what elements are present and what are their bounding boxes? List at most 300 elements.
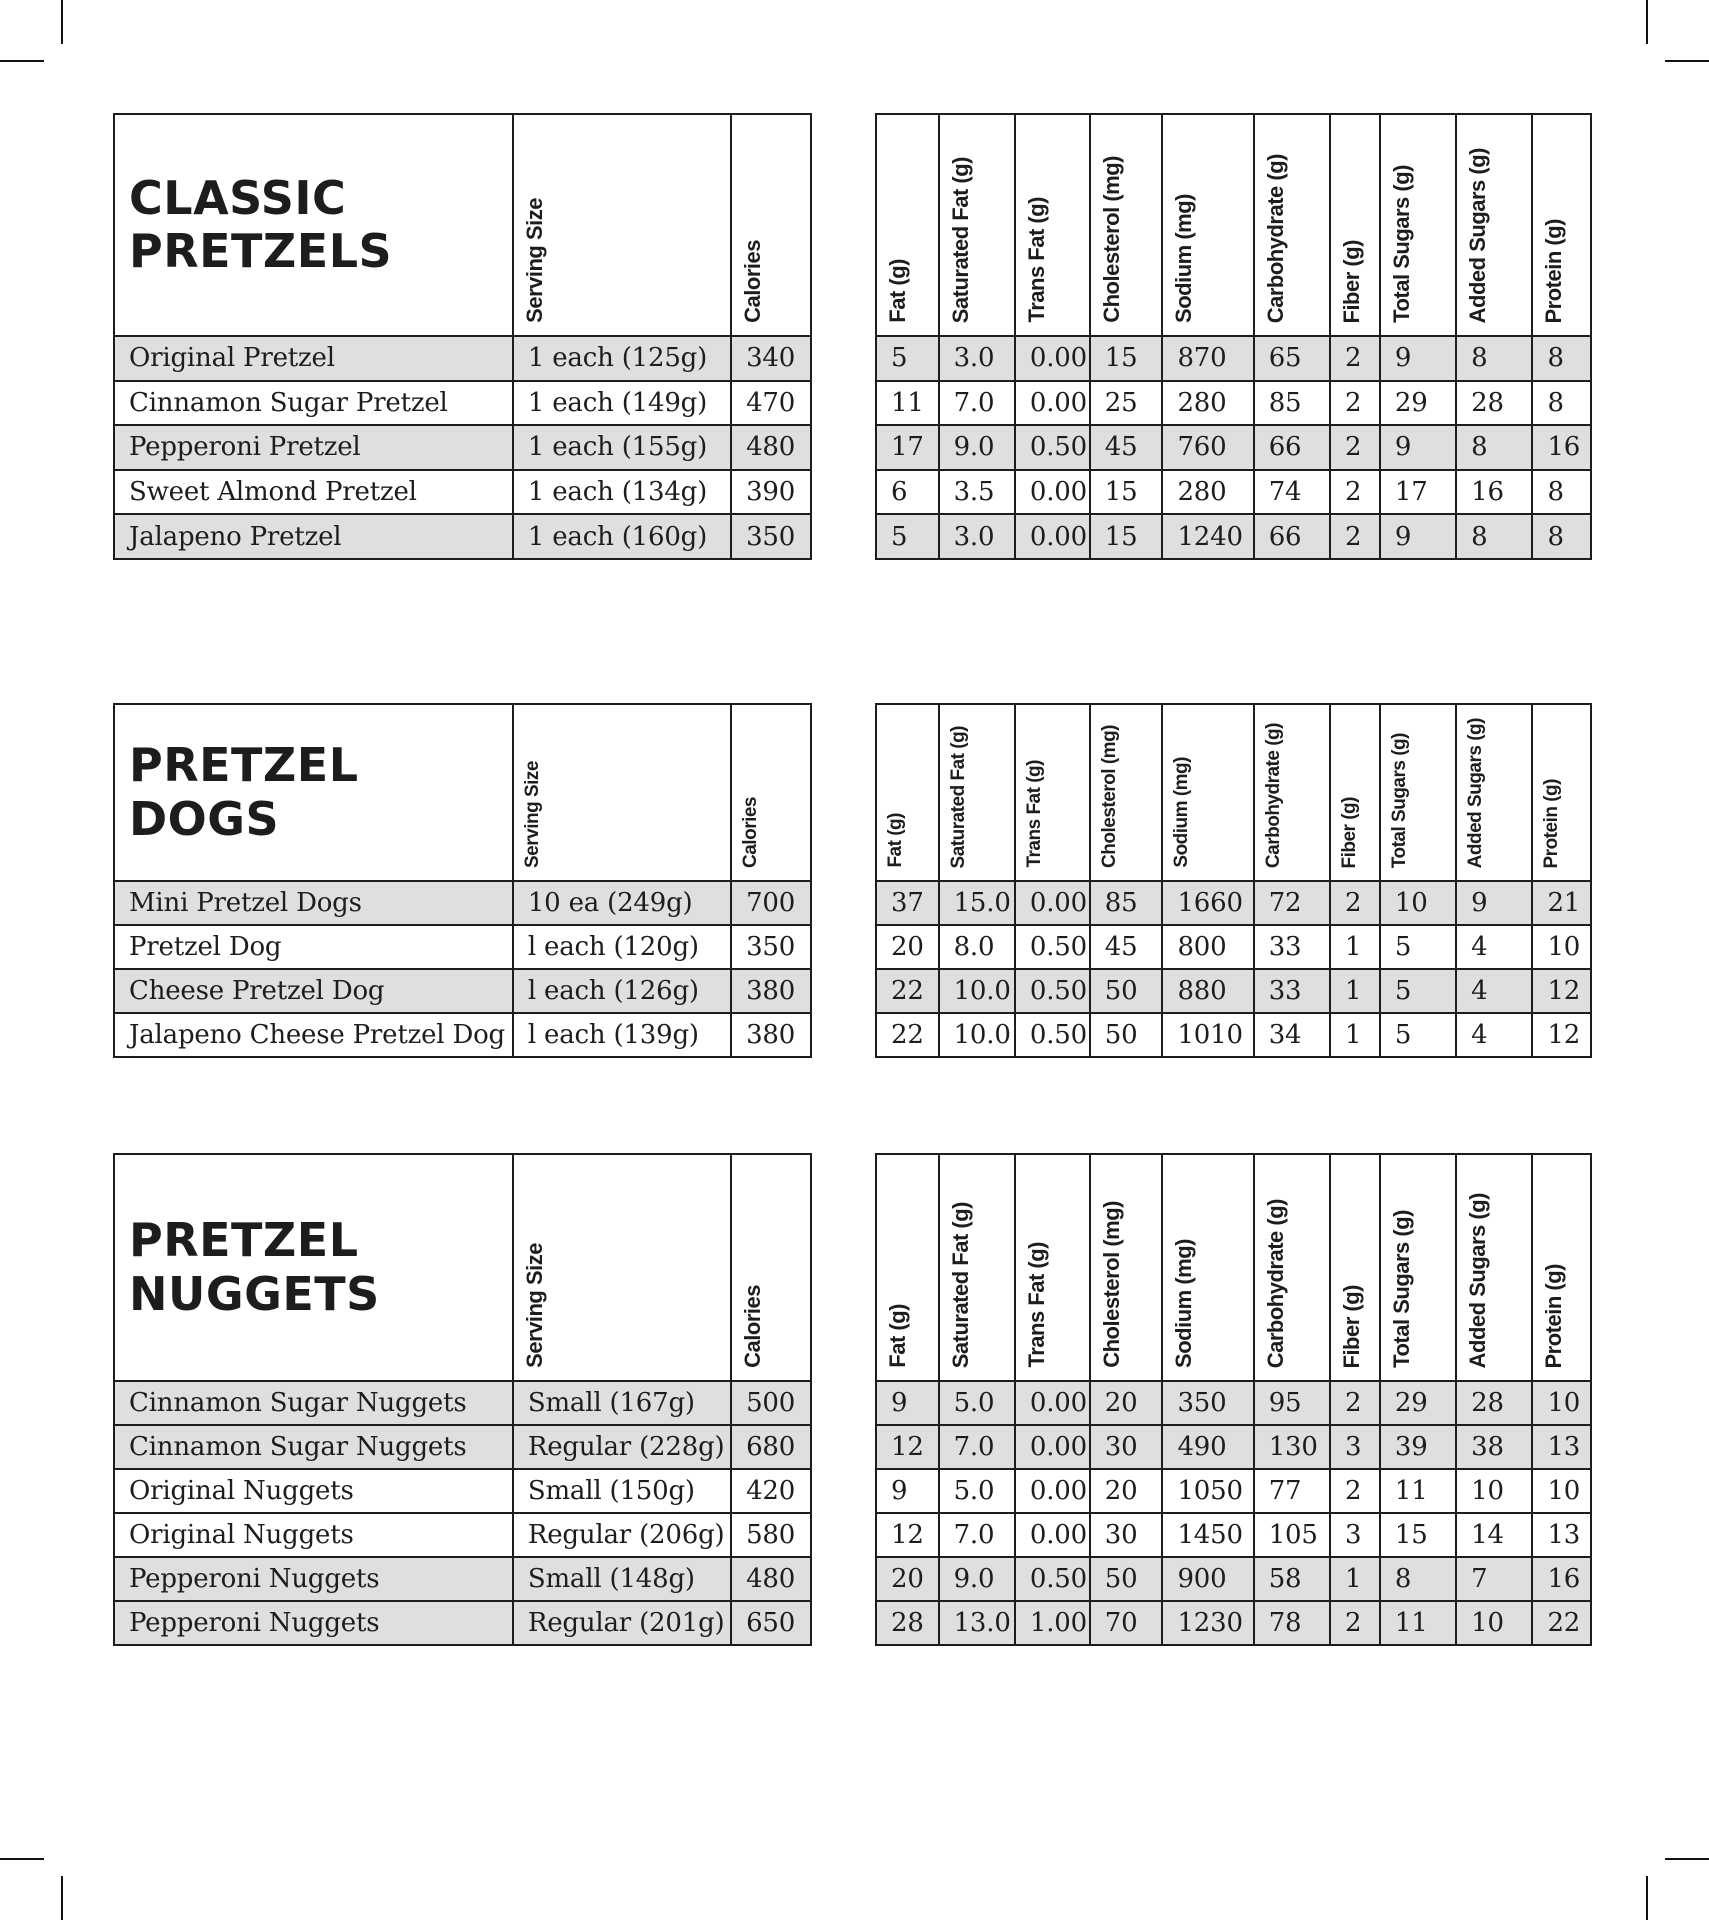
nutrition-value-cell: 9 [1379, 515, 1455, 558]
table-row [115, 924, 810, 968]
nutrition-column-header-cell [1253, 115, 1329, 335]
nutrition-value-cell: 30 [1089, 1514, 1162, 1556]
nutrition-value-cell: 10 [1379, 882, 1455, 924]
serving-size-cell: 1 each (125g) [512, 337, 730, 380]
nutrition-value-cell: 8 [1455, 426, 1531, 469]
serving-size-cell: Regular (201g) [512, 1602, 730, 1644]
nutrition-value-cell: 10.0 [938, 970, 1014, 1012]
nutrition-column-header: Fiber (g) [1338, 796, 1360, 868]
item-name-cell: Cinnamon Sugar Nuggets [129, 1388, 467, 1418]
nutrition-value-cell: 10 [1455, 1470, 1531, 1512]
serving-size-header: Serving Size [521, 1243, 547, 1368]
nutrition-column-header: Trans Fat (g) [1023, 760, 1045, 868]
calories-cell: 420 [730, 1470, 810, 1512]
nutrition-value-cell: 22 [891, 976, 924, 1006]
nutrition-value-cell: 9 [891, 1476, 908, 1506]
nutrition-value-cell: 5.0 [938, 1382, 1014, 1424]
nutrition-value-cell: 0.00 [1014, 1382, 1089, 1424]
nutrition-value-cell: 33 [1253, 926, 1329, 968]
nutrition-value-cell: 50 [1089, 1014, 1162, 1056]
nutrition-value-cell: 0.00 [1014, 471, 1089, 514]
nutrition-value-cell: 10 [1531, 1470, 1589, 1512]
crop-mark-bottom-left-v [61, 1876, 63, 1920]
calories-header: Calories [740, 1285, 766, 1368]
nutrition-value-cell: 7.0 [938, 1426, 1014, 1468]
nutrition-value-cell: 38 [1455, 1426, 1531, 1468]
crop-mark-top-left-h [0, 60, 44, 62]
nutrition-value-cell: 5 [1379, 1014, 1455, 1056]
nutrition-value-cell: 5 [891, 521, 908, 552]
nutrition-column-header: Added Sugars (g) [1465, 717, 1487, 868]
table-row [115, 424, 810, 469]
nutrition-value-cell: 3.5 [938, 471, 1014, 514]
nutrition-value-cell: 15 [1379, 1514, 1455, 1556]
table-row [877, 924, 1590, 968]
calories-cell: 380 [730, 970, 810, 1012]
nutrition-value-cell: 9.0 [938, 426, 1014, 469]
nutrition-column-header-cell [877, 115, 938, 335]
item-name-cell: Sweet Almond Pretzel [129, 477, 417, 508]
nutrition-column-header: Fat (g) [885, 813, 906, 868]
table-row [877, 424, 1590, 469]
nutrition-value-cell: 16 [1531, 426, 1589, 469]
nutrition-value-cell: 2 [1329, 426, 1379, 469]
nutrition-value-cell: 880 [1161, 970, 1252, 1012]
table-row [877, 1424, 1590, 1468]
section-classic-pretzels [0, 113, 1709, 609]
nutrition-value-cell: 58 [1253, 1558, 1329, 1600]
nutrition-column-header: Cholesterol (mg) [1098, 1201, 1124, 1368]
nutrition-column-header-cell [938, 705, 1014, 880]
nutrition-value-cell: 3 [1329, 1514, 1379, 1556]
nutrition-column-header-cell [1329, 705, 1379, 880]
nutrition-value-cell: 15 [1089, 515, 1162, 558]
serving-size-header-cell [512, 705, 730, 880]
nutrition-column-header: Fat (g) [885, 1304, 910, 1368]
serving-size-header-cell [512, 1155, 730, 1380]
calories-cell: 340 [730, 337, 810, 380]
nutrition-table-pretzel-dogs [875, 703, 1592, 1058]
nutrition-value-cell: 17 [1379, 471, 1455, 514]
nutrition-column-header-cell [1329, 1155, 1379, 1380]
calories-cell: 470 [730, 382, 810, 425]
nutrition-column-header-cell [1253, 705, 1329, 880]
nutrition-value-cell: 1050 [1161, 1470, 1252, 1512]
nutrition-value-cell: 28 [1455, 1382, 1531, 1424]
item-name-cell: Pepperoni Nuggets [129, 1608, 380, 1638]
nutrition-value-cell: 10.0 [938, 1014, 1014, 1056]
nutrition-value-cell: 9 [1379, 337, 1455, 380]
crop-mark-bottom-right-h [1665, 1858, 1709, 1860]
nutrition-value-cell: 6 [891, 477, 908, 508]
serving-size-header: Serving Size [521, 198, 547, 323]
nutrition-column-header: Fiber (g) [1338, 239, 1364, 323]
item-name-cell: Cinnamon Sugar Pretzel [129, 387, 448, 418]
nutrition-value-cell: 4 [1455, 970, 1531, 1012]
nutrition-column-header: Sodium (mg) [1171, 194, 1197, 323]
calories-cell: 500 [730, 1382, 810, 1424]
nutrition-value-cell: 0.00 [1014, 1514, 1089, 1556]
calories-cell: 350 [730, 515, 810, 558]
table-row [877, 880, 1590, 924]
nutrition-value-cell: 0.50 [1014, 970, 1089, 1012]
nutrition-column-header: Protein (g) [1541, 778, 1563, 868]
nutrition-value-cell: 1010 [1161, 1014, 1252, 1056]
nutrition-column-header-cell [938, 115, 1014, 335]
table-row [115, 1468, 810, 1512]
section-title-line: PRETZEL [129, 738, 359, 793]
nutrition-value-cell: 29 [1379, 1382, 1455, 1424]
nutrition-value-cell: 0.00 [1014, 515, 1089, 558]
serving-size-cell: Regular (228g) [512, 1426, 730, 1468]
nutrition-value-cell: 78 [1253, 1602, 1329, 1644]
nutrition-value-cell: 12 [891, 1432, 924, 1462]
nutrition-value-cell: 21 [1531, 882, 1589, 924]
section-title-line: NUGGETS [129, 1266, 380, 1321]
nutrition-value-cell: 22 [1531, 1602, 1589, 1644]
nutrition-value-cell: 870 [1161, 337, 1252, 380]
nutrition-value-cell: 9 [891, 1388, 908, 1418]
section-title [115, 705, 512, 880]
calories-cell: 390 [730, 471, 810, 514]
nutrition-column-header: Total Sugars (g) [1388, 732, 1410, 868]
nutrition-value-cell: 50 [1089, 1558, 1162, 1600]
table-row [115, 513, 810, 558]
nutrition-column-header-cell [1531, 115, 1589, 335]
section-title-line: CLASSIC [129, 170, 347, 225]
nutrition-value-cell: 0.00 [1014, 1470, 1089, 1512]
nutrition-column-header-cell [1161, 705, 1252, 880]
serving-size-cell: Small (148g) [512, 1558, 730, 1600]
table-row [877, 1600, 1590, 1644]
nutrition-value-cell: 10 [1531, 926, 1589, 968]
table-row [115, 1512, 810, 1556]
nutrition-value-cell: 760 [1161, 426, 1252, 469]
nutrition-value-cell: 2 [1329, 1602, 1379, 1644]
nutrition-column-header-cell [1014, 1155, 1089, 1380]
section-title [115, 115, 512, 335]
item-name-cell: Cheese Pretzel Dog [129, 976, 385, 1006]
nutrition-value-cell: 1 [1329, 1014, 1379, 1056]
nutrition-value-cell: 12 [1531, 1014, 1589, 1056]
nutrition-value-cell: 15 [1089, 471, 1162, 514]
nutrition-value-cell: 8 [1455, 515, 1531, 558]
nutrition-value-cell: 8.0 [938, 926, 1014, 968]
nutrition-column-header: Carbohydrate (g) [1262, 722, 1284, 868]
nutrition-value-cell: 1240 [1161, 515, 1252, 558]
nutrition-column-header-cell [1253, 1155, 1329, 1380]
calories-header-cell [730, 115, 810, 335]
nutrition-column-header: Total Sugars (g) [1388, 1210, 1414, 1368]
nutrition-column-header-cell [938, 1155, 1014, 1380]
calories-cell: 480 [730, 1558, 810, 1600]
nutrition-value-cell: 20 [891, 932, 924, 962]
nutrition-column-header: Fiber (g) [1338, 1284, 1364, 1368]
nutrition-value-cell: 17 [891, 432, 924, 463]
nutrition-value-cell: 900 [1161, 1558, 1252, 1600]
left-table-classic-pretzels [113, 113, 812, 560]
nutrition-column-header-cell [877, 705, 938, 880]
nutrition-column-header: Fat (g) [885, 259, 910, 323]
nutrition-value-cell: 85 [1253, 382, 1329, 425]
nutrition-value-cell: 350 [1161, 1382, 1252, 1424]
serving-size-cell: l each (139g) [512, 1014, 730, 1056]
nutrition-value-cell: 95 [1253, 1382, 1329, 1424]
table-row [115, 1012, 810, 1056]
calories-cell: 350 [730, 926, 810, 968]
nutrition-value-cell: 74 [1253, 471, 1329, 514]
item-name-cell: Original Nuggets [129, 1476, 354, 1506]
left-table-pretzel-nuggets [113, 1153, 812, 1646]
left-table-header [115, 115, 810, 335]
nutrition-column-header: Saturated Fat (g) [947, 725, 969, 868]
table-row [115, 469, 810, 514]
nutrition-value-cell: 12 [891, 1520, 924, 1550]
calories-header-cell [730, 1155, 810, 1380]
nutrition-value-cell: 16 [1455, 471, 1531, 514]
nutrition-column-header: Saturated Fat (g) [947, 1201, 973, 1368]
nutrition-value-cell: 8 [1531, 471, 1589, 514]
nutrition-table-header [877, 1155, 1590, 1380]
table-row [877, 1380, 1590, 1424]
item-name-cell: Original Pretzel [129, 343, 335, 374]
nutrition-column-header: Trans Fat (g) [1023, 197, 1049, 323]
serving-size-cell: 1 each (134g) [512, 471, 730, 514]
nutrition-value-cell: 1 [1329, 970, 1379, 1012]
nutrition-table-header [877, 115, 1590, 335]
nutrition-value-cell: 39 [1379, 1426, 1455, 1468]
calories-cell: 580 [730, 1514, 810, 1556]
crop-mark-top-left-v [61, 0, 63, 44]
table-row [877, 513, 1590, 558]
table-row [115, 1424, 810, 1468]
serving-size-cell: 1 each (160g) [512, 515, 730, 558]
nutrition-value-cell: 0.50 [1014, 926, 1089, 968]
nutrition-value-cell: 9 [1379, 426, 1455, 469]
nutrition-column-header: Total Sugars (g) [1388, 165, 1414, 323]
nutrition-value-cell: 13 [1531, 1426, 1589, 1468]
calories-cell: 480 [730, 426, 810, 469]
nutrition-value-cell: 2 [1329, 382, 1379, 425]
nutrition-value-cell: 33 [1253, 970, 1329, 1012]
item-name-cell: Pretzel Dog [129, 932, 282, 962]
section-title-line: PRETZELS [129, 224, 393, 278]
table-row [115, 1600, 810, 1644]
item-name-cell: Original Nuggets [129, 1520, 354, 1550]
nutrition-column-header-cell [1455, 115, 1531, 335]
nutrition-value-cell: 16 [1531, 1558, 1589, 1600]
section-pretzel-nuggets [0, 1153, 1709, 1650]
section-title [115, 1155, 512, 1380]
nutrition-value-cell: 2 [1329, 515, 1379, 558]
nutrition-value-cell: 28 [891, 1608, 924, 1638]
nutrition-value-cell: 28 [1455, 382, 1531, 425]
nutrition-column-header-cell [1531, 1155, 1589, 1380]
nutrition-value-cell: 29 [1379, 382, 1455, 425]
nutrition-value-cell: 77 [1253, 1470, 1329, 1512]
nutrition-value-cell: 13.0 [938, 1602, 1014, 1644]
nutrition-value-cell: 0.50 [1014, 1014, 1089, 1056]
left-table-pretzel-dogs [113, 703, 812, 1058]
nutrition-value-cell: 22 [891, 1020, 924, 1050]
nutrition-value-cell: 5 [1379, 970, 1455, 1012]
nutrition-value-cell: 8 [1531, 337, 1589, 380]
crop-mark-bottom-left-h [0, 1858, 44, 1860]
nutrition-value-cell: 70 [1089, 1602, 1162, 1644]
nutrition-value-cell: 1230 [1161, 1602, 1252, 1644]
table-row [877, 1468, 1590, 1512]
nutrition-value-cell: 4 [1455, 1014, 1531, 1056]
nutrition-column-header-cell [1014, 705, 1089, 880]
nutrition-value-cell: 11 [1379, 1470, 1455, 1512]
nutrition-value-cell: 2 [1329, 471, 1379, 514]
nutrition-value-cell: 3.0 [938, 337, 1014, 380]
calories-cell: 380 [730, 1014, 810, 1056]
crop-mark-top-right-v [1646, 0, 1648, 44]
nutrition-column-header: Cholesterol (mg) [1098, 725, 1120, 868]
serving-size-cell: l each (126g) [512, 970, 730, 1012]
nutrition-value-cell: 65 [1253, 337, 1329, 380]
left-table-header [115, 1155, 810, 1380]
serving-size-cell: 1 each (155g) [512, 426, 730, 469]
table-row [877, 1512, 1590, 1556]
left-table-header [115, 705, 810, 880]
calories-cell: 680 [730, 1426, 810, 1468]
nutrition-value-cell: 4 [1455, 926, 1531, 968]
serving-size-cell: Small (150g) [512, 1470, 730, 1512]
nutrition-value-cell: 1.00 [1014, 1602, 1089, 1644]
nutrition-value-cell: 7.0 [938, 382, 1014, 425]
table-row [877, 968, 1590, 1012]
nutrition-value-cell: 20 [891, 1564, 924, 1594]
nutrition-value-cell: 34 [1253, 1014, 1329, 1056]
nutrition-value-cell: 20 [1089, 1470, 1162, 1512]
nutrition-value-cell: 0.00 [1014, 882, 1089, 924]
nutrition-column-header: Protein (g) [1541, 1263, 1567, 1368]
table-row [115, 335, 810, 380]
nutrition-value-cell: 7.0 [938, 1514, 1014, 1556]
nutrition-column-header-cell [1161, 115, 1252, 335]
nutrition-value-cell: 8 [1531, 382, 1589, 425]
nutrition-column-header-cell [1161, 1155, 1252, 1380]
nutrition-value-cell: 9 [1455, 882, 1531, 924]
nutrition-value-cell: 11 [1379, 1602, 1455, 1644]
nutrition-column-header: Protein (g) [1541, 218, 1567, 323]
nutrition-value-cell: 20 [1089, 1382, 1162, 1424]
nutrition-column-header-cell [1455, 1155, 1531, 1380]
item-name-cell: Pepperoni Nuggets [129, 1564, 380, 1594]
nutrition-value-cell: 105 [1253, 1514, 1329, 1556]
nutrition-value-cell: 2 [1329, 1382, 1379, 1424]
table-row [115, 880, 810, 924]
nutrition-column-header-cell [1379, 115, 1455, 335]
item-name-cell: Mini Pretzel Dogs [129, 888, 362, 918]
nutrition-column-header-cell [1379, 1155, 1455, 1380]
nutrition-value-cell: 1 [1329, 1558, 1379, 1600]
nutrition-value-cell: 14 [1455, 1514, 1531, 1556]
nutrition-column-header-cell [1089, 1155, 1162, 1380]
calories-header: Calories [740, 240, 766, 323]
nutrition-value-cell: 8 [1531, 515, 1589, 558]
nutrition-column-header: Carbohydrate (g) [1262, 1198, 1288, 1368]
nutrition-value-cell: 0.00 [1014, 1426, 1089, 1468]
calories-header: Calories [740, 797, 762, 868]
nutrition-value-cell: 8 [1455, 337, 1531, 380]
nutrition-value-cell: 15 [1089, 337, 1162, 380]
nutrition-value-cell: 25 [1089, 382, 1162, 425]
nutrition-column-header-cell [1089, 705, 1162, 880]
item-name-cell: Cinnamon Sugar Nuggets [129, 1432, 467, 1462]
nutrition-value-cell: 0.00 [1014, 337, 1089, 380]
nutrition-value-cell: 7 [1455, 1558, 1531, 1600]
nutrition-value-cell: 2 [1329, 1470, 1379, 1512]
nutrition-column-header-cell [877, 1155, 938, 1380]
nutrition-value-cell: 45 [1089, 426, 1162, 469]
nutrition-value-cell: 9.0 [938, 1558, 1014, 1600]
nutrition-table-classic-pretzels [875, 113, 1592, 560]
nutrition-value-cell: 3.0 [938, 515, 1014, 558]
serving-size-cell: Small (167g) [512, 1382, 730, 1424]
nutrition-value-cell: 800 [1161, 926, 1252, 968]
table-row [877, 380, 1590, 425]
nutrition-value-cell: 2 [1329, 337, 1379, 380]
table-row [877, 1556, 1590, 1600]
serving-size-header: Serving Size [521, 761, 543, 868]
nutrition-value-cell: 1 [1329, 926, 1379, 968]
crop-mark-bottom-right-v [1646, 1876, 1648, 1920]
nutrition-value-cell: 50 [1089, 970, 1162, 1012]
calories-cell: 700 [730, 882, 810, 924]
nutrition-value-cell: 45 [1089, 926, 1162, 968]
nutrition-value-cell: 66 [1253, 426, 1329, 469]
table-row [115, 380, 810, 425]
nutrition-value-cell: 0.00 [1014, 382, 1089, 425]
nutrition-value-cell: 5.0 [938, 1470, 1014, 1512]
item-name-cell: Jalapeno Cheese Pretzel Dog [129, 1020, 506, 1050]
nutrition-column-header: Added Sugars (g) [1465, 1192, 1491, 1368]
nutrition-column-header: Carbohydrate (g) [1262, 153, 1288, 323]
calories-header-cell [730, 705, 810, 880]
nutrition-value-cell: 2 [1329, 882, 1379, 924]
nutrition-value-cell: 5 [891, 343, 908, 374]
nutrition-value-cell: 85 [1089, 882, 1162, 924]
nutrition-value-cell: 5 [1379, 926, 1455, 968]
nutrition-column-header-cell [1455, 705, 1531, 880]
nutrition-value-cell: 30 [1089, 1426, 1162, 1468]
nutrition-value-cell: 0.50 [1014, 426, 1089, 469]
nutrition-table-pretzel-nuggets [875, 1153, 1592, 1646]
nutrition-value-cell: 72 [1253, 882, 1329, 924]
nutrition-value-cell: 490 [1161, 1426, 1252, 1468]
calories-cell: 650 [730, 1602, 810, 1644]
nutrition-value-cell: 280 [1161, 471, 1252, 514]
item-name-cell: Pepperoni Pretzel [129, 432, 361, 463]
nutrition-value-cell: 280 [1161, 382, 1252, 425]
nutrition-value-cell: 66 [1253, 515, 1329, 558]
nutrition-column-header: Sodium (mg) [1171, 1239, 1197, 1368]
serving-size-cell: l each (120g) [512, 926, 730, 968]
nutrition-value-cell: 11 [891, 387, 924, 418]
nutrition-table-header [877, 705, 1590, 880]
table-row [877, 335, 1590, 380]
nutrition-value-cell: 37 [891, 888, 924, 918]
nutrition-column-header: Sodium (mg) [1171, 757, 1193, 868]
nutrition-column-header: Trans Fat (g) [1023, 1242, 1049, 1368]
crop-mark-top-right-h [1665, 60, 1709, 62]
nutrition-value-cell: 130 [1253, 1426, 1329, 1468]
nutrition-value-cell: 10 [1455, 1602, 1531, 1644]
table-row [115, 968, 810, 1012]
